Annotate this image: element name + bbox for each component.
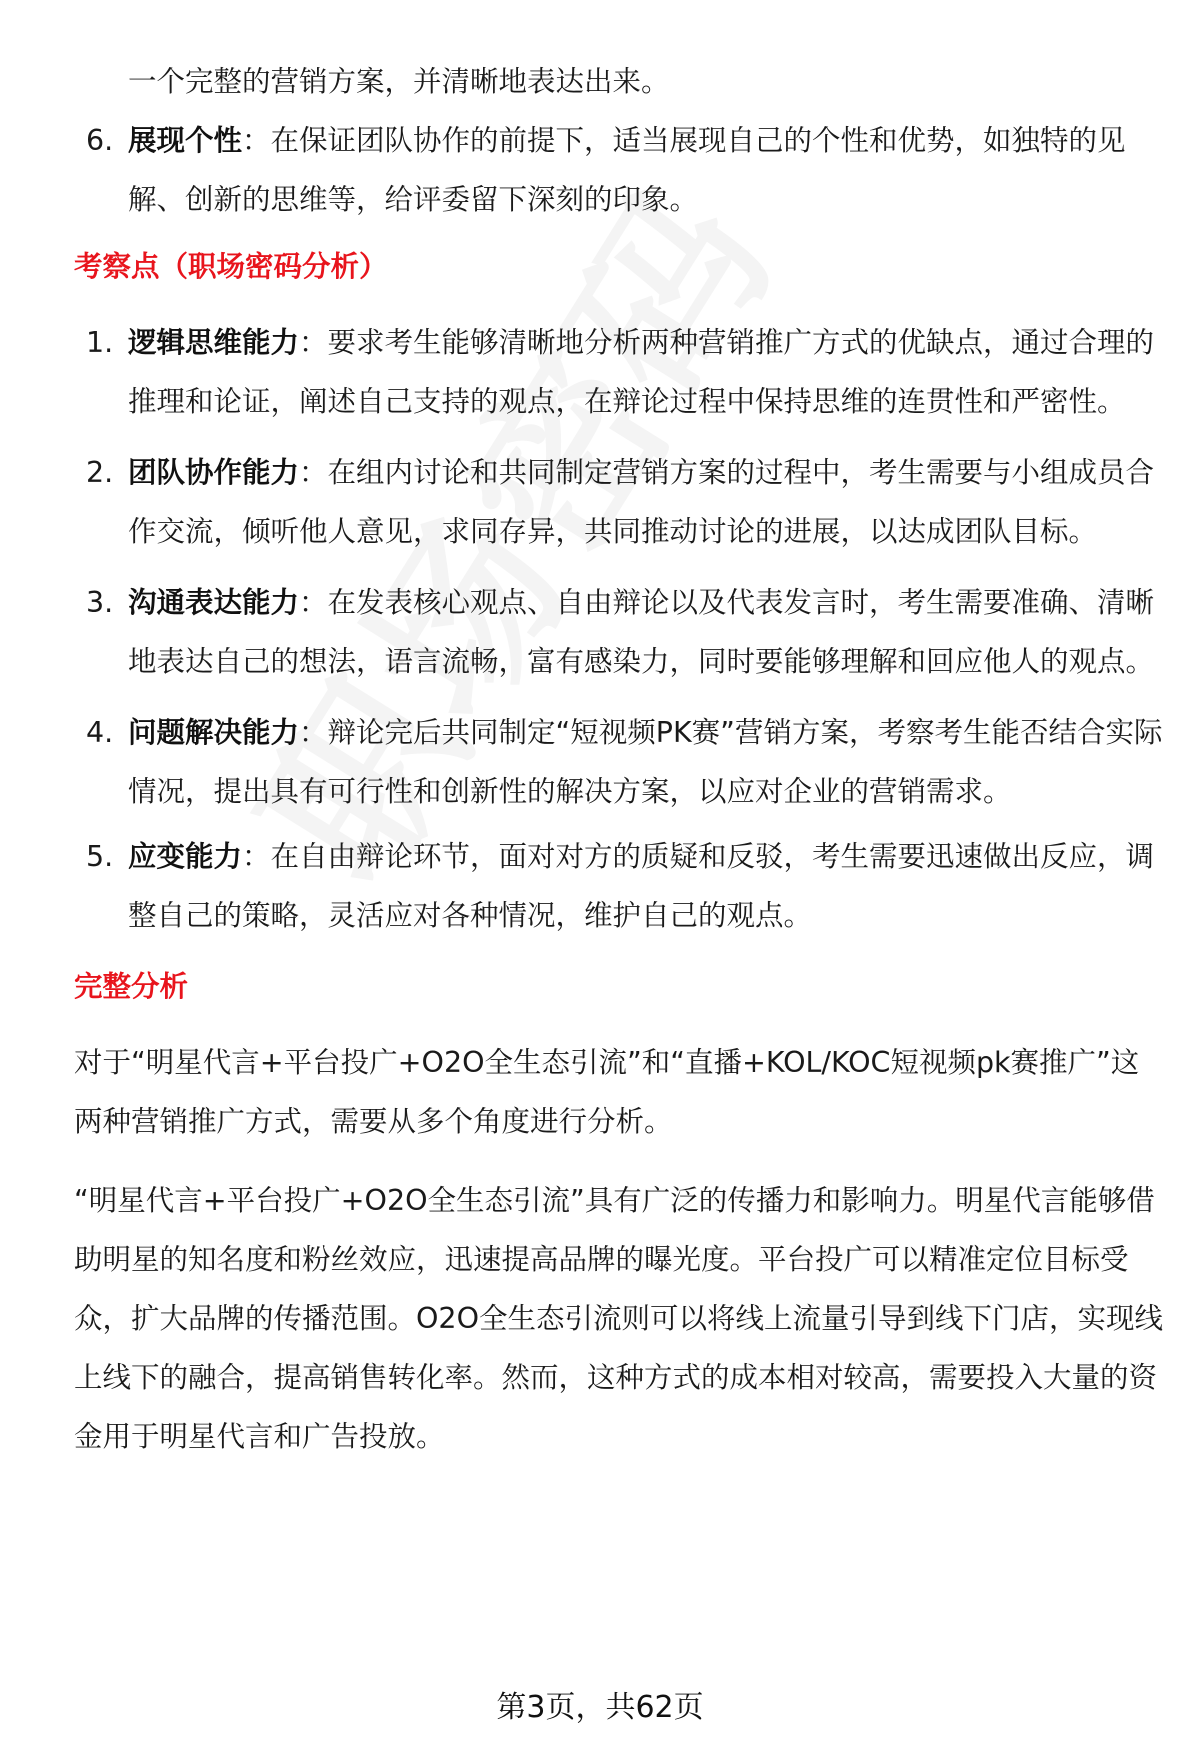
list-number: 6.: [86, 124, 114, 157]
list-item: [74, 827, 1164, 945]
list-term: 团队协作能力: [128, 456, 300, 489]
list-term: 展现个性: [128, 124, 243, 157]
list-sep: ：: [242, 840, 271, 873]
list-item: [74, 703, 1164, 821]
page-content: [74, 52, 1164, 1466]
list-sep: ：: [242, 124, 271, 157]
list-text: 要求考生能够清晰地分析两种营销推广方式的优缺点，通过合理的推理和论证，阐述自己支持的观点，在辩论过程中保持思维的连贯性和严密性。: [128, 326, 1155, 418]
list-term: 应变能力: [128, 840, 243, 873]
analysis-paragraph: 对于“明星代言+平台投广+O2O全生态引流”和“直播+KOL/KOC短视频pk赛推广”这两种营销推广方式，需要从多个角度进行分析。: [74, 1046, 1140, 1138]
page-footer: 第3页，共62页: [496, 1690, 704, 1725]
list-sep: ：: [299, 586, 328, 619]
list-item: [74, 573, 1164, 691]
list-text: 辩论完后共同制定“短视频PK赛”营销方案，考察考生能否结合实际情况，提出具有可行性和创新性的解决方案，以应对企业的营销需求。: [128, 716, 1163, 808]
list-item-top: [74, 111, 1164, 229]
list-term: 逻辑思维能力: [128, 326, 300, 359]
list-item: [74, 443, 1164, 561]
list-sep: ：: [299, 456, 328, 489]
list-sep: ：: [299, 716, 328, 749]
list-text: 在保证团队协作的前提下，适当展现自己的个性和优势，如独特的见解、创新的思维等，给评委留下深刻的印象。: [128, 124, 1126, 216]
continuation-line: 一个完整的营销方案，并清晰地表达出来。: [128, 65, 670, 98]
analysis-paragraph: “明星代言+平台投广+O2O全生态引流”具有广泛的传播力和影响力。明星代言能够借助明星的知名度和粉丝效应，迅速提高品牌的曝光度。平台投广可以精准定位目标受众，扩大品牌的传播范围。O2O全生态引流则可以将线上流量引导到线下门店，实现线上线下的融合，提高销售转化率。然而，这种方式的成本相对较高，需要投入大量的资金用于明星代言和广告投放。: [74, 1184, 1164, 1453]
section-title-examination-points: 考察点（职场密码分析）: [74, 250, 388, 283]
list-text: 在自由辩论环节，面对对方的质疑和反驳，考生需要迅速做出反应，调整自己的策略，灵活应对各种情况，维护自己的观点。: [128, 840, 1155, 932]
list-number: 4.: [86, 716, 114, 749]
list-number: 3.: [86, 586, 114, 619]
list-sep: ：: [299, 326, 328, 359]
list-number: 1.: [86, 326, 114, 359]
list-text: 在组内讨论和共同制定营销方案的过程中，考生需要与小组成员合作交流，倾听他人意见，求同存异，共同推动讨论的进展，以达成团队目标。: [128, 456, 1155, 548]
examination-points-list: [74, 313, 1164, 945]
list-term: 问题解决能力: [128, 716, 300, 749]
section-title-full-analysis: 完整分析: [74, 970, 189, 1003]
list-number: 2.: [86, 456, 114, 489]
list-number: 5.: [86, 840, 114, 873]
list-text: 在发表核心观点、自由辩论以及代表发言时，考生需要准确、清晰地表达自己的想法，语言流畅，富有感染力，同时要能够理解和回应他人的观点。: [128, 586, 1155, 678]
list-item: [74, 313, 1164, 431]
list-term: 沟通表达能力: [128, 586, 300, 619]
